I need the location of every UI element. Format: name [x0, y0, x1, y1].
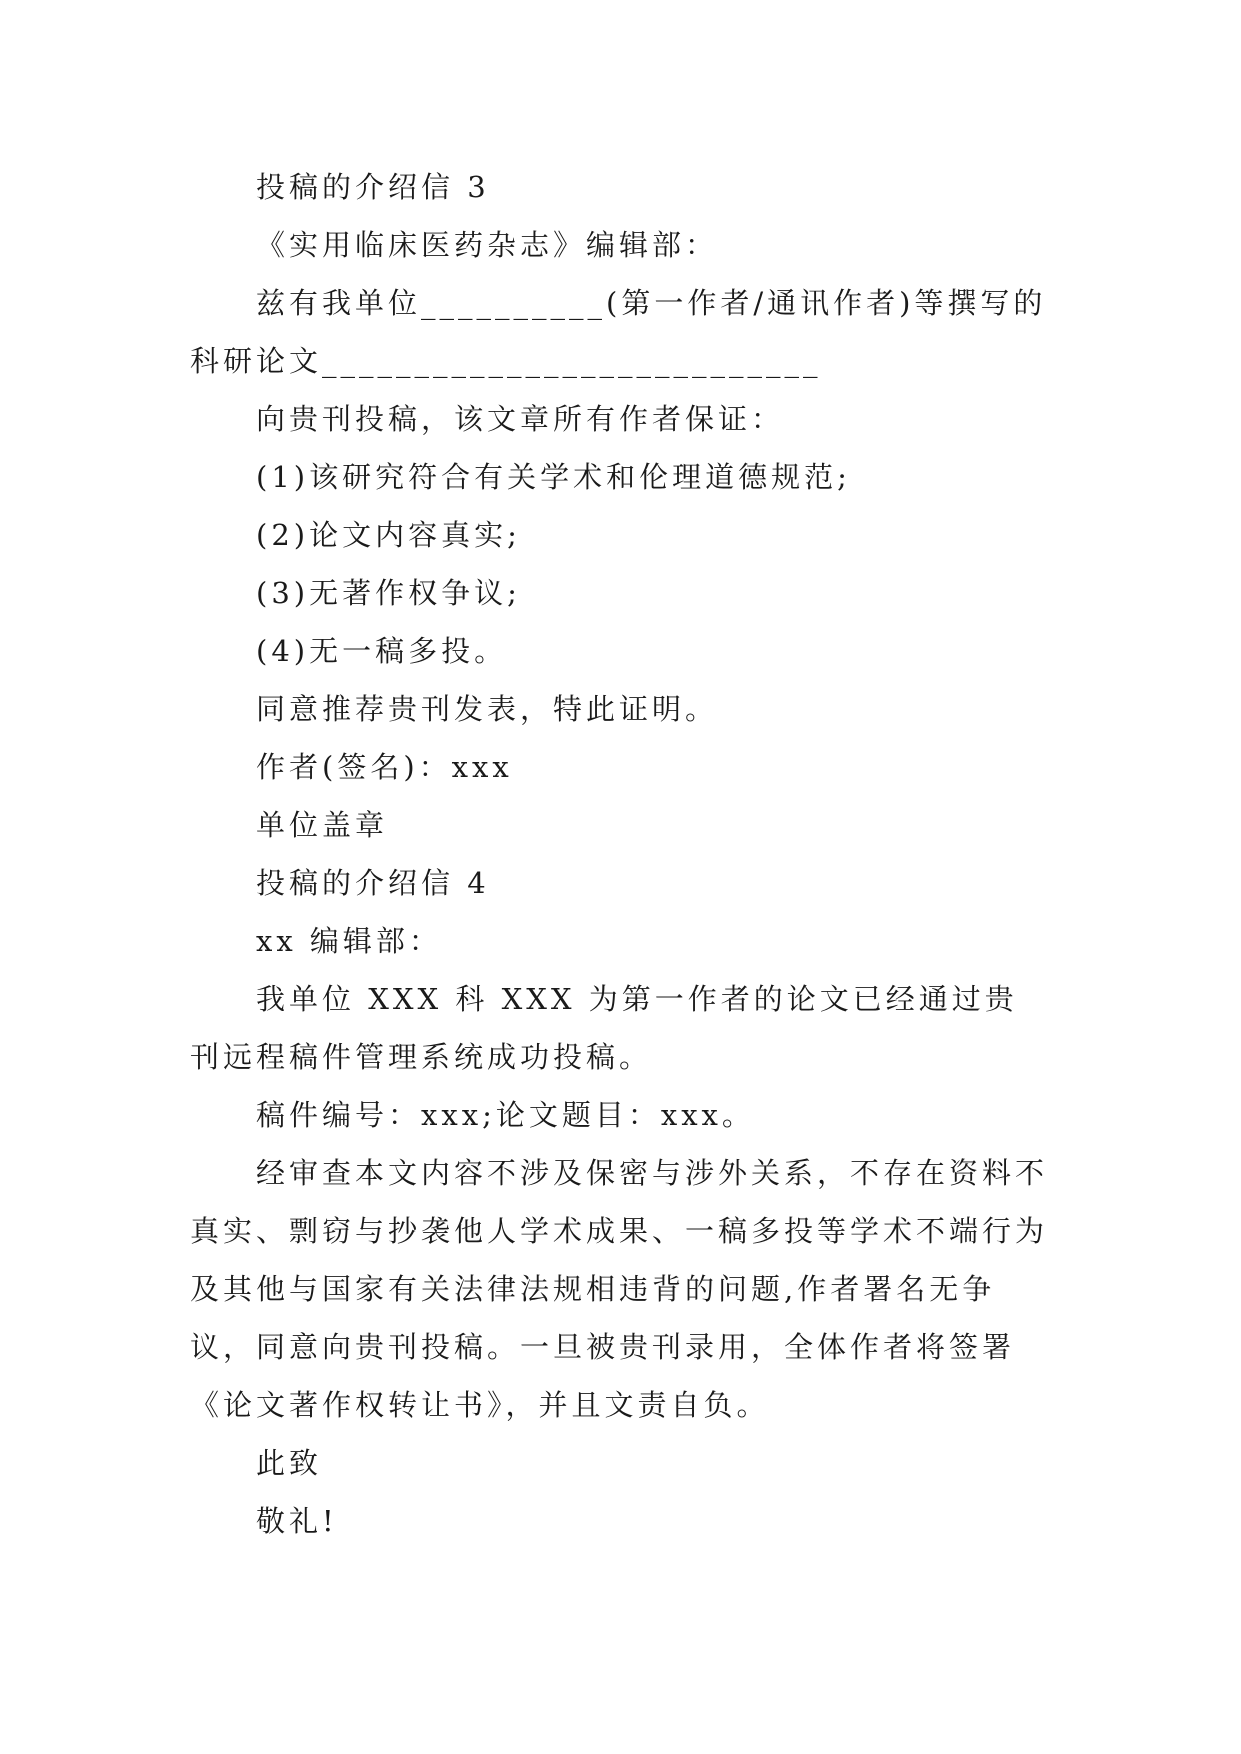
letter-3-seal: 单位盖章: [256, 808, 389, 842]
letter-3-recommend: 同意推荐贵刊发表，特此证明。: [256, 692, 719, 726]
letter-4-closing-2: 敬礼!: [256, 1504, 338, 1538]
letter-3-guarantee: 向贵刊投稿，该文章所有作者保证：: [256, 402, 785, 436]
letter-4-review-statement: 经审查本文内容不涉及保密与涉外关系，不存在资料不真实、剽窃与抄袭他人学术成果、一稿多投等学术不端行为及其他与国家有关法律法规相违背的问题,作者署名无争议，同意向贵刊投稿。一旦被贵刊录用，全体作者将签署《论文著作权转让书》，并且文责自负。: [190, 1156, 1049, 1422]
letter-3-item-3: (3)无著作权争议;: [256, 576, 521, 610]
letter-3-item-4: (4)无一稿多投。: [256, 634, 508, 668]
letter-4-intro: 我单位 XXX 科 XXX 为第一作者的论文已经通过贵刊远程稿件管理系统成功投稿。: [190, 982, 1018, 1074]
document-body: [190, 158, 1050, 1550]
letter-3-intro: 兹有我单位__________(第一作者/通讯作者)等撰写的科研论文___________________________: [190, 286, 1047, 378]
letter-3-item-1: (1)该研究符合有关学术和伦理道德规范;: [256, 460, 851, 494]
letter-4-title: 投稿的介绍信 4: [256, 866, 490, 900]
letter-3-item-2: (2)论文内容真实;: [256, 518, 521, 552]
letter-4-closing-1: 此致: [256, 1446, 323, 1480]
letter-3-signature: 作者(签名)：xxx: [256, 750, 513, 784]
letter-4-manuscript-info: 稿件编号：xxx;论文题目：xxx。: [256, 1098, 755, 1132]
letter-3-salutation: 《实用临床医药杂志》编辑部：: [256, 228, 719, 262]
letter-4-salutation: xx 编辑部：: [256, 924, 442, 958]
letter-3-title: 投稿的介绍信 3: [256, 170, 490, 204]
